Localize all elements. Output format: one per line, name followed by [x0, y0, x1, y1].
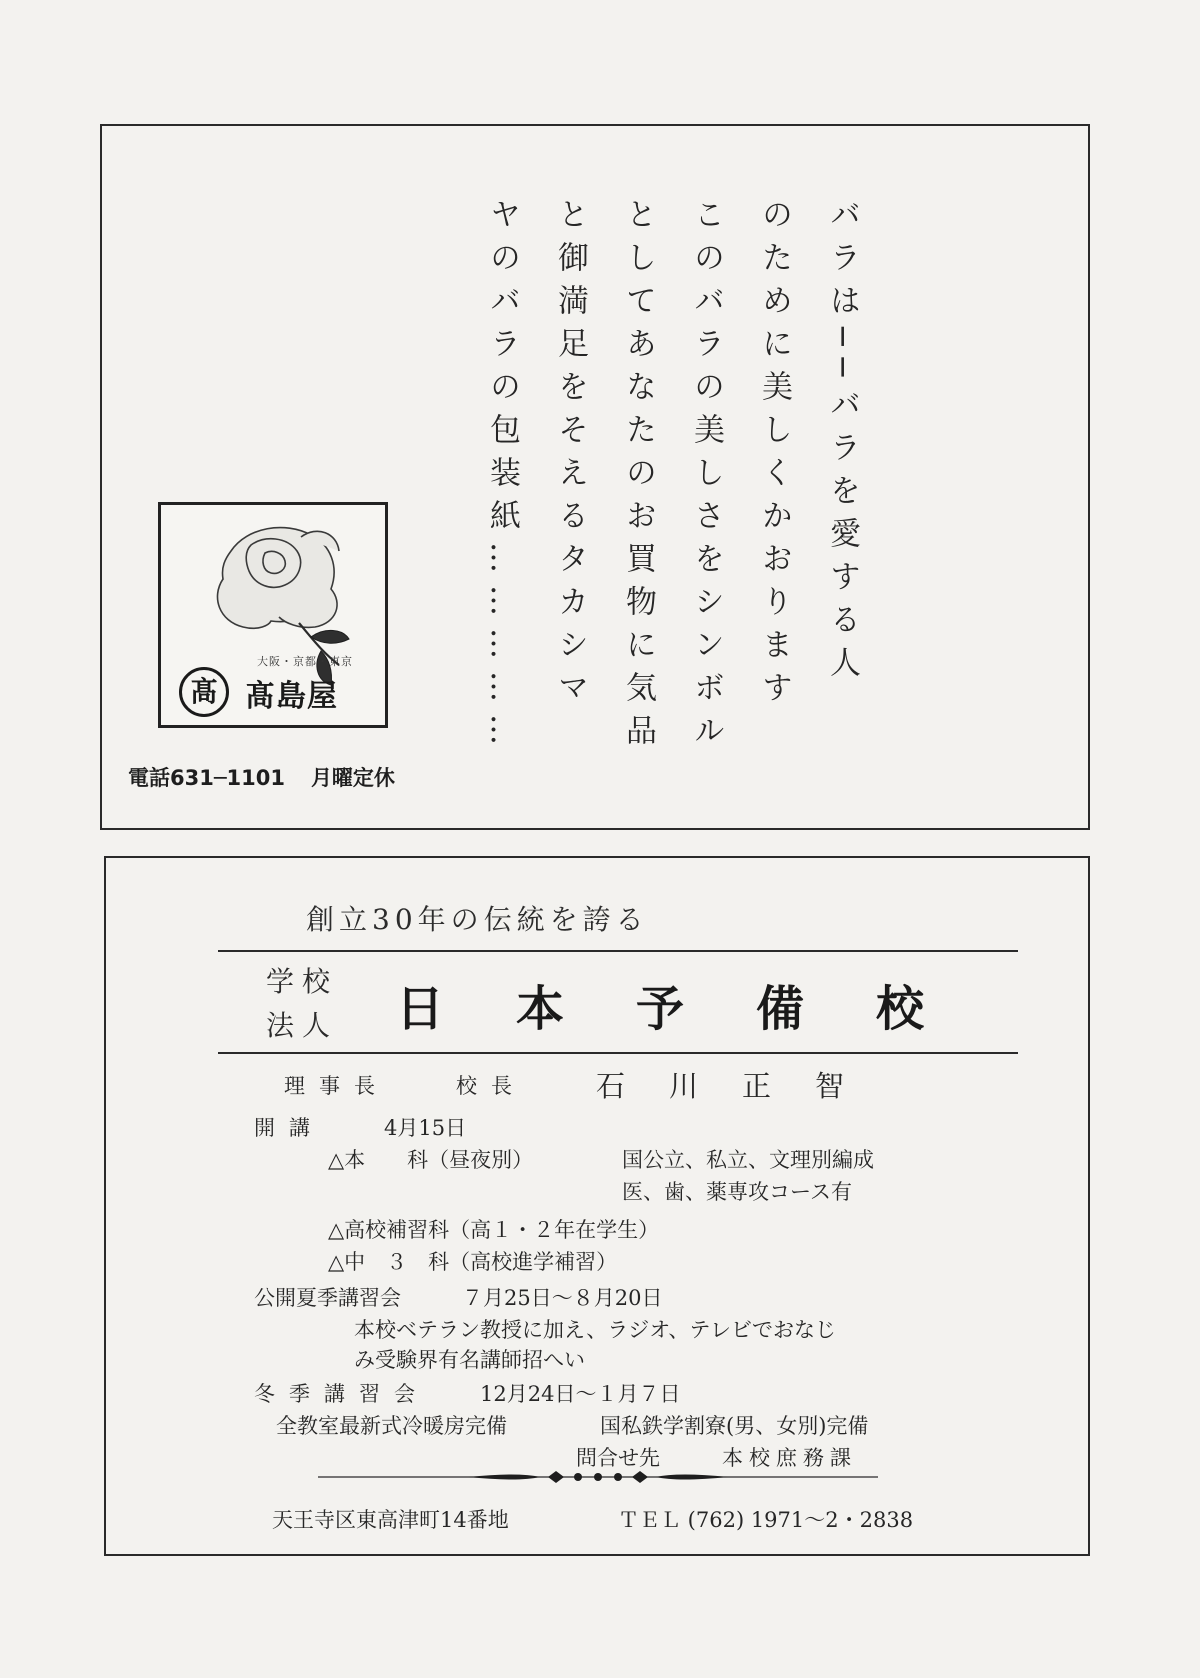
- opening-label: 開講: [254, 1116, 324, 1140]
- school-name: 日本予備校: [396, 981, 997, 1037]
- header-rule-top: [218, 950, 1018, 952]
- logo-cities: 大阪・京都・東京: [257, 655, 353, 668]
- summer-course-desc-1: 本校ベテラン教授に加え、ラジオ、テレビでおなじ: [354, 1318, 836, 1342]
- nihon-yobiko-ad: [104, 856, 1090, 1556]
- ornament-divider-icon: [318, 1470, 878, 1484]
- store-contact: [128, 762, 395, 792]
- header-rule-bottom: [218, 1052, 1018, 1054]
- course-main-desc-2: 医、歯、薬専攻コース有: [622, 1180, 852, 1204]
- course-main-desc-1: 国公立、私立、文理別編成: [622, 1148, 874, 1172]
- inquiry-department: 本校庶務課: [722, 1446, 857, 1470]
- takashimaya-ad: [100, 124, 1090, 830]
- summer-course-dates: ７月25日～８月20日: [462, 1286, 663, 1310]
- ad-text-column-3: このバラの美しさをシンボル: [688, 198, 724, 757]
- facility-note: 全教室最新式冷暖房完備: [276, 1414, 507, 1438]
- corp-type-line-2: 法人: [266, 1009, 339, 1042]
- corp-type-line-1: 学校: [266, 965, 339, 998]
- closed-day: 月曜定休: [310, 766, 395, 790]
- takashimaya-mark-icon: 髙: [179, 667, 229, 717]
- ad-text-column-1: バラは──バラを愛する人: [824, 198, 860, 690]
- phone-number: 電話631─1101: [128, 766, 285, 790]
- director-title: 理事長: [284, 1074, 389, 1098]
- corporation-type: [266, 960, 346, 1048]
- inquiry-label: 問合せ先: [576, 1446, 660, 1470]
- director-name: 石川正智: [596, 1069, 889, 1103]
- dormitory-note: 国私鉄学割寮(男、女別)完備: [600, 1414, 869, 1438]
- summer-course-label: 公開夏季講習会: [254, 1286, 401, 1310]
- summer-course-desc-2: み受験界有名講師招へい: [354, 1348, 585, 1372]
- winter-course-dates: 12月24日～１月７日: [480, 1382, 681, 1406]
- logo-store-name: 髙島屋: [245, 679, 338, 714]
- course-junior-high: △中 ３ 科（高校進学補習）: [328, 1250, 618, 1274]
- winter-course-label: 冬季講習会: [254, 1382, 429, 1406]
- ad-text-column-2: のために美しくかおります: [756, 198, 792, 714]
- ad-text-column-4: としてあなたのお買物に気品: [620, 198, 656, 757]
- opening-date: 4月15日: [384, 1116, 467, 1140]
- school-telephone: ＴＥＬ (762) 1971～2・2838: [618, 1508, 914, 1532]
- takashimaya-logo: [158, 502, 388, 728]
- principal-title: 校長: [456, 1074, 526, 1098]
- ad-text-column-5: と御満足をそえるタカシマ: [552, 198, 588, 714]
- course-main: △本 科（昼夜別）: [328, 1148, 534, 1172]
- tagline: 創立30年の伝統を誇る: [306, 903, 649, 936]
- school-address: 天王寺区東高津町14番地: [272, 1508, 509, 1532]
- ad-text-column-6: ヤのバラの包装紙……………: [484, 198, 520, 757]
- course-high-school: △高校補習科（高１・２年在学生）: [328, 1218, 660, 1242]
